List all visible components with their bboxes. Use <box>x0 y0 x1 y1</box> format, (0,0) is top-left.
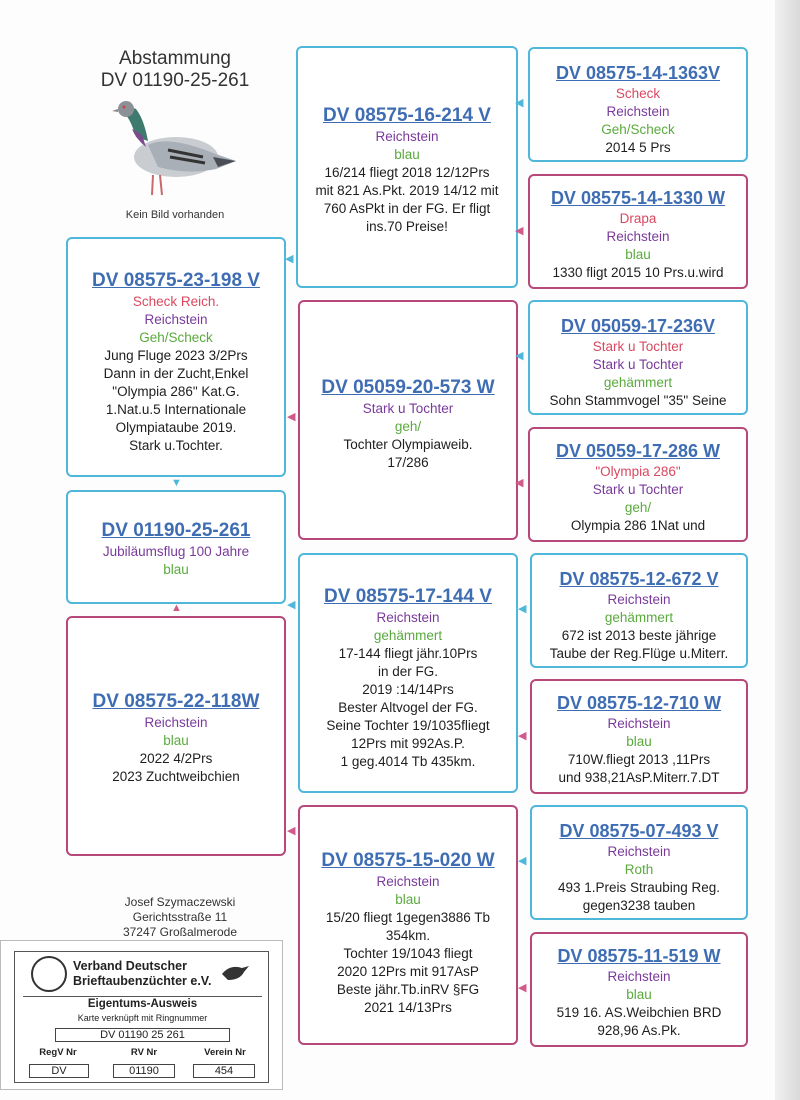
fm-line: Stark u Tochter <box>362 401 454 416</box>
gg-line: geh/ <box>624 500 652 515</box>
fm-ring: DV 05059-20-573 W <box>321 377 495 398</box>
mm-line: 15/20 fliegt 1gegen3886 Tb <box>325 910 491 925</box>
subject-line: Jubiläumsflug 100 Jahre <box>102 544 250 559</box>
gg-line: 710W.fliegt 2013 ,11Prs <box>567 752 711 767</box>
regv-value: DV <box>29 1064 89 1078</box>
gg-card-3 <box>528 300 748 415</box>
father-line: Jung Fluge 2023 3/2Prs <box>104 348 248 363</box>
gg-line: blau <box>625 247 651 262</box>
mother-father-card <box>298 553 518 793</box>
arrow-left-icon: ◀ <box>515 350 524 362</box>
ff-line: Reichstein <box>375 129 439 144</box>
gg-line: 2014 5 Prs <box>605 140 671 155</box>
gg-ring: DV 08575-14-1363V <box>555 63 721 83</box>
mother-line: Reichstein <box>144 715 208 730</box>
arrow-left-icon: ◀ <box>518 982 527 994</box>
gg-line: Reichstein <box>607 844 671 859</box>
mother-line: 2022 4/2Prs <box>139 751 213 766</box>
header-ring: DV 01190-25-261 <box>100 70 250 91</box>
gg-line: Reichstein <box>606 104 670 119</box>
arrow-left-icon: ◀ <box>515 97 524 109</box>
ff-line: mit 821 As.Pkt. 2019 14/12 mit <box>315 183 499 198</box>
gg-line: Reichstein <box>607 592 671 607</box>
pigeon-emblem-icon <box>220 962 250 984</box>
mm-ring: DV 08575-15-020 W <box>321 850 495 871</box>
arrow-left-icon: ◀ <box>287 599 296 611</box>
gg-line: 493 1.Preis Straubing Reg. <box>557 880 721 895</box>
fm-line: Tochter Olympiaweib. <box>343 437 473 452</box>
arrow-left-icon: ◀ <box>287 825 296 837</box>
mf-line: 2019 :14/14Prs <box>362 682 454 697</box>
gg-ring: DV 08575-12-710 W <box>556 693 722 713</box>
arrow-left-icon: ◀ <box>518 730 527 742</box>
org-line-2: Brieftaubenzüchter e.V. <box>73 974 212 988</box>
gg-ring: DV 05059-17-236V <box>560 316 716 336</box>
gg-line: Scheck <box>615 86 661 101</box>
gg-line: 1330 fligt 2015 10 Prs.u.wird <box>552 265 724 280</box>
pedigree-header <box>70 48 280 92</box>
pigeon-illustration <box>108 95 238 205</box>
id-card-title: Eigentums-Ausweis <box>87 998 198 1010</box>
id-card-ring-box: DV 01190 25 261 <box>55 1028 230 1042</box>
breeder-name: Josef Szymaczewski <box>124 895 236 909</box>
ff-line: 16/214 fliegt 2018 12/12Prs <box>324 165 490 180</box>
arrow-left-icon: ◀ <box>515 225 524 237</box>
mother-mother-card <box>298 805 518 1045</box>
gg-ring: DV 08575-14-1330 W <box>550 188 726 208</box>
father-line: "Olympia 286" Kat.G. <box>112 384 240 399</box>
ff-line: 760 AsPkt in der FG. Er fligt <box>323 201 491 216</box>
gg-line: Drapa <box>619 211 657 226</box>
fm-line: 17/286 <box>387 455 429 470</box>
org-line-1: Verband Deutscher <box>73 959 187 973</box>
ff-line: blau <box>394 147 420 162</box>
arrow-down-icon: ▼ <box>171 477 182 489</box>
arrow-left-icon: ◀ <box>515 477 524 489</box>
vdbt-logo-icon <box>31 956 67 992</box>
gg-card-1 <box>528 47 748 162</box>
gg-line: Geh/Scheck <box>601 122 675 137</box>
father-father-card <box>296 46 518 288</box>
regv-label: RegV Nr <box>39 1047 77 1058</box>
rv-value: 01190 <box>113 1064 175 1078</box>
gg-card-8 <box>530 932 748 1047</box>
gg-line: Olympia 286 1Nat und <box>570 518 706 533</box>
gg-line: 672 ist 2013 beste jährige <box>561 628 717 643</box>
breeder-city: 37247 Großalmerode <box>122 925 238 939</box>
mother-card <box>66 616 286 856</box>
mf-ring: DV 08575-17-144 V <box>324 586 492 607</box>
mm-line: 354km. <box>385 928 431 943</box>
mf-line: gehämmert <box>373 628 443 643</box>
gg-line: 928,96 As.Pk. <box>597 1023 681 1038</box>
id-card-subtitle: Karte verknüpft mit Ringnummer <box>77 1013 208 1023</box>
mm-line: Reichstein <box>376 874 440 889</box>
father-line: Olympiataube 2019. <box>115 420 237 435</box>
ff-line: ins.70 Preise! <box>366 219 448 234</box>
fm-line: geh/ <box>394 419 422 434</box>
mf-line: Reichstein <box>376 610 440 625</box>
id-card-org <box>73 959 211 989</box>
mf-line: in der FG. <box>377 664 439 679</box>
arrow-left-icon: ◀ <box>285 253 294 265</box>
gg-ring: DV 05059-17-286 W <box>555 441 721 461</box>
gg-line: Reichstein <box>607 716 671 731</box>
father-line: Dann in der Zucht,Enkel <box>103 366 249 381</box>
mm-line: 2021 14/13Prs <box>364 1000 452 1015</box>
father-ring: DV 08575-23-198 V <box>92 270 260 291</box>
ownership-id-card <box>0 940 283 1090</box>
gg-ring: DV 08575-12-672 V <box>559 569 719 589</box>
gg-ring: DV 08575-07-493 V <box>559 821 719 841</box>
gg-line: Stark u Tochter <box>592 482 684 497</box>
breeder-street: Gerichtsstraße 11 <box>132 910 228 924</box>
gg-line: blau <box>626 734 652 749</box>
gg-line: Roth <box>624 862 654 877</box>
subject-line: blau <box>163 562 189 577</box>
no-image-caption: Kein Bild vorhanden <box>125 209 225 221</box>
verein-label: Verein Nr <box>204 1047 246 1058</box>
gg-card-5 <box>530 553 748 668</box>
mother-line: 2023 Zuchtweibchien <box>112 769 240 784</box>
mf-line: 17-144 fliegt jähr.10Prs <box>338 646 478 661</box>
mother-ring: DV 08575-22-118W <box>92 691 260 712</box>
divider <box>23 996 262 997</box>
subject-card <box>66 490 286 604</box>
father-card <box>66 237 286 477</box>
mm-line: blau <box>395 892 421 907</box>
father-line: 1.Nat.u.5 Internationale <box>105 402 247 417</box>
gg-line: Reichstein <box>607 969 671 984</box>
id-card-frame <box>14 951 269 1083</box>
mother-line: blau <box>163 733 189 748</box>
mf-line: 1 geg.4014 Tb 435km. <box>340 754 476 769</box>
page-edge <box>775 0 800 1100</box>
father-line: Scheck Reich. <box>132 294 220 309</box>
mf-line: Bester Altvogel der FG. <box>338 700 478 715</box>
gg-line: Stark u Tochter <box>592 339 684 354</box>
gg-line: gehämmert <box>604 610 674 625</box>
father-line: Stark u.Tochter. <box>129 438 223 453</box>
gg-card-6 <box>530 679 748 794</box>
father-mother-card <box>298 300 518 540</box>
arrow-left-icon: ◀ <box>287 411 296 423</box>
gg-line: gegen3238 tauben <box>582 898 696 913</box>
gg-card-7 <box>530 805 748 920</box>
arrow-up-icon: ▲ <box>171 602 182 614</box>
gg-line: blau <box>626 987 652 1002</box>
arrow-left-icon: ◀ <box>518 855 527 867</box>
verein-value: 454 <box>193 1064 255 1078</box>
gg-line: Taube der Reg.Flüge u.Miterr. <box>549 646 729 661</box>
mm-line: 2020 12Prs mit 917AsP <box>337 964 479 979</box>
gg-line: gehämmert <box>603 375 673 390</box>
mm-line: Tochter 19/1043 fliegt <box>343 946 473 961</box>
page-title: Abstammung <box>119 48 231 69</box>
gg-line: Stark u Tochter <box>592 357 684 372</box>
ff-ring: DV 08575-16-214 V <box>323 105 491 126</box>
mf-line: Seine Tochter 19/1035fliegt <box>326 718 490 733</box>
father-line: Reichstein <box>144 312 208 327</box>
gg-card-2 <box>528 174 748 289</box>
gg-line: Sohn Stammvogel "35" Seine <box>549 393 727 408</box>
mm-line: Beste jähr.Tb.inRV §FG <box>336 982 480 997</box>
arrow-left-icon: ◀ <box>518 603 527 615</box>
gg-line: und 938,21AsP.Miterr.7.DT <box>558 770 720 785</box>
father-line: Geh/Scheck <box>139 330 213 345</box>
subject-ring: DV 01190-25-261 <box>101 520 251 541</box>
gg-line: "Olympia 286" <box>595 464 681 479</box>
gg-ring: DV 08575-11-519 W <box>557 946 721 966</box>
mf-line: 12Prs mit 992As.P. <box>351 736 465 751</box>
gg-line: 519 16. AS.Weibchien BRD <box>556 1005 722 1020</box>
gg-line: Reichstein <box>606 229 670 244</box>
gg-card-4 <box>528 427 748 542</box>
rv-label: RV Nr <box>130 1047 158 1058</box>
